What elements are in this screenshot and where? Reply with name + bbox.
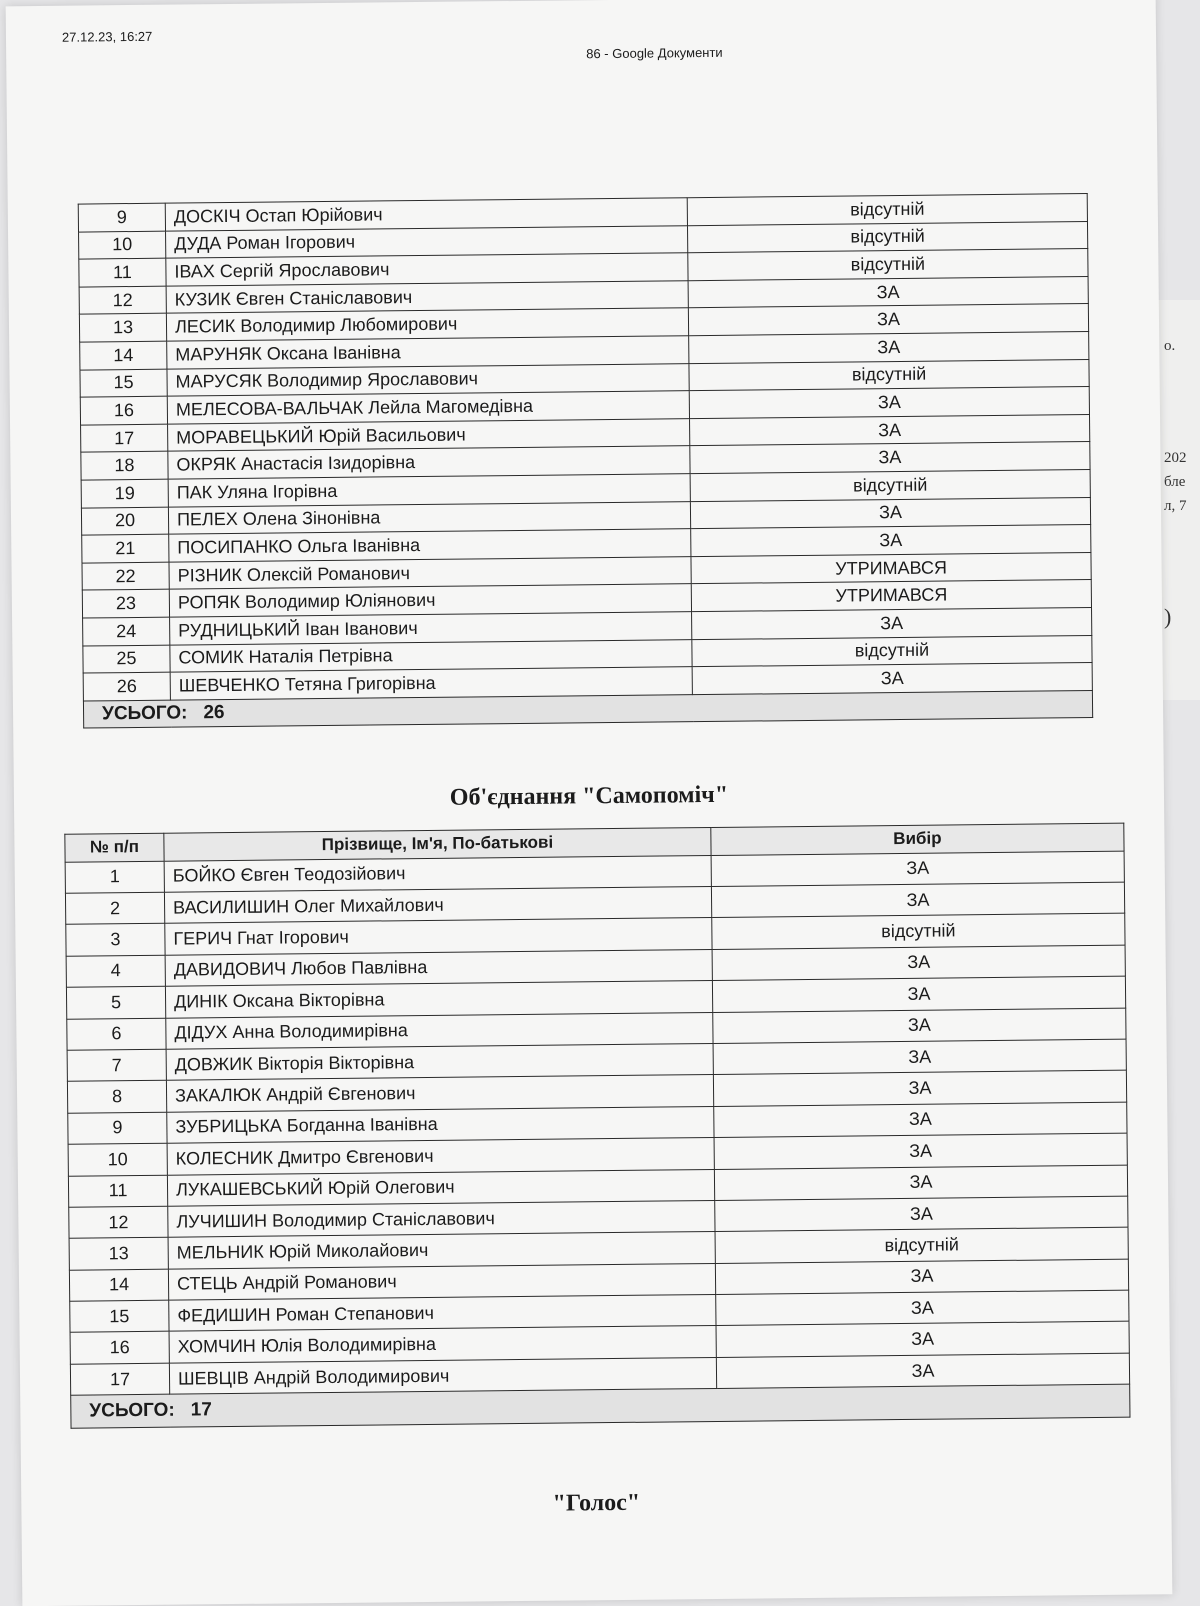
member-name: ВАСИЛИШИН Олег Михайлович: [164, 886, 711, 923]
vote-choice: відсутній: [689, 359, 1089, 391]
member-name: ГЕРИЧ Гнат Ігорович: [165, 918, 712, 955]
row-number: 24: [83, 617, 170, 646]
vote-choice: ЗА: [690, 414, 1090, 446]
member-name: БОЙКО Євген Теодозійович: [164, 855, 711, 892]
vote-choice: ЗА: [712, 976, 1125, 1012]
vote-choice: ЗА: [689, 387, 1089, 419]
member-name: МАРУНЯК Оксана Іванівна: [167, 336, 689, 369]
row-number: 16: [80, 396, 167, 425]
vote-choice: ЗА: [715, 1259, 1128, 1295]
side-fragment: бле: [1164, 474, 1186, 490]
header-choice: Вибір: [711, 823, 1124, 855]
vote-choice: ЗА: [716, 1290, 1129, 1326]
vote-choice: ЗА: [716, 1322, 1129, 1358]
vote-choice: ЗА: [712, 945, 1125, 981]
member-name: ДУДА Роман Ігорович: [166, 225, 688, 258]
member-name: ОКРЯК Анастасія Ізидорівна: [168, 446, 690, 479]
member-name: МЕЛЕСОВА-ВАЛЬЧАК Лейла Магомедівна: [167, 391, 689, 424]
adjacent-page-edge: [1156, 300, 1200, 700]
member-name: ПЕЛЕХ Олена Зінонівна: [168, 501, 690, 534]
row-number: 7: [67, 1049, 166, 1081]
member-name: ПАК Уляна Ігорівна: [168, 474, 690, 507]
vote-choice: ЗА: [692, 607, 1092, 639]
vote-choice: ЗА: [715, 1196, 1128, 1232]
total-value: 17: [190, 1399, 212, 1421]
section-title-samopomich: Об'єднання "Самопоміч": [449, 781, 729, 811]
side-fragment: о.: [1164, 338, 1176, 354]
vote-table-samopomich: [64, 823, 1130, 1429]
vote-choice: ЗА: [690, 497, 1090, 529]
row-number: 5: [66, 986, 165, 1018]
row-number: 12: [69, 1206, 168, 1238]
member-name: РУДНИЦЬКИЙ Іван Іванович: [170, 612, 692, 645]
side-fragment: 202: [1164, 450, 1187, 466]
member-name: ФЕДИШИН Роман Степанович: [169, 1295, 716, 1332]
vote-choice: ЗА: [716, 1353, 1129, 1389]
vote-choice: ЗА: [713, 1008, 1126, 1044]
row-number: 4: [66, 955, 165, 987]
print-timestamp: 27.12.23, 16:27: [61, 28, 153, 45]
row-number: 11: [79, 258, 166, 287]
member-name: ШЕВЧЕНКО Тетяна Григорівна: [170, 667, 692, 700]
row-number: 9: [68, 1112, 167, 1144]
member-name: МЕЛЬНИК Юрій Миколайович: [168, 1232, 715, 1269]
vote-choice: ЗА: [711, 851, 1124, 887]
row-number: 17: [70, 1363, 169, 1395]
total-value: 26: [203, 702, 225, 724]
side-fragment: ): [1164, 604, 1172, 629]
vote-choice: ЗА: [713, 1039, 1126, 1075]
header-name: Прізвище, Ім'я, По-батькові: [164, 827, 711, 860]
row-number: 15: [70, 1300, 169, 1332]
vote-choice: ЗА: [689, 331, 1089, 363]
row-number: 13: [69, 1237, 168, 1269]
member-name: ДОСКІЧ Остап Юрійович: [165, 198, 687, 231]
member-name: РОПЯК Володимир Юліянович: [169, 584, 691, 617]
row-number: 18: [81, 451, 168, 480]
side-fragment: л, 7: [1164, 498, 1187, 514]
total-label: УСЬОГО:: [101, 702, 188, 725]
row-number: 6: [67, 1018, 166, 1050]
vote-choice: ЗА: [713, 1070, 1126, 1106]
section-title-golos: "Голос": [552, 1489, 641, 1517]
row-number: 10: [68, 1143, 167, 1175]
row-number: 10: [79, 231, 166, 260]
member-name: ЛУЧИШИН Володимир Станіславович: [168, 1200, 715, 1237]
document-title: 86 - Google Документи: [586, 44, 723, 62]
vote-choice: ЗА: [711, 882, 1124, 918]
vote-choice: ЗА: [714, 1102, 1127, 1138]
total-label: УСЬОГО:: [89, 1399, 175, 1422]
row-number: 12: [79, 286, 166, 315]
row-number: 8: [67, 1081, 166, 1113]
vote-choice: ЗА: [714, 1165, 1127, 1201]
vote-table-1: [78, 193, 1093, 729]
member-name: КОЛЕСНИК Дмитро Євгенович: [167, 1138, 714, 1175]
member-name: ПОСИПАНКО Ольга Іванівна: [169, 529, 691, 562]
row-number: 16: [70, 1332, 169, 1364]
member-name: ШЕВЦІВ Андрій Володимирович: [169, 1357, 716, 1394]
member-name: СОМИК Наталія Петрівна: [170, 639, 692, 672]
member-name: ДОВЖИК Вікторія Вікторівна: [166, 1043, 713, 1080]
member-name: КУЗИК Євген Станіславович: [166, 280, 688, 313]
member-name: ЛЕСИК Володимир Любомирович: [166, 308, 688, 341]
vote-choice: відсутній: [688, 249, 1088, 281]
vote-choice: ЗА: [688, 276, 1088, 308]
row-number: 20: [81, 507, 168, 536]
row-number: 14: [80, 341, 167, 370]
row-number: 11: [68, 1175, 167, 1207]
row-number: 3: [66, 924, 165, 956]
row-number: 9: [78, 203, 165, 232]
member-name: МОРАВЕЦЬКИЙ Юрій Васильович: [168, 418, 690, 451]
row-number: 15: [80, 369, 167, 398]
vote-choice: відсутній: [687, 194, 1087, 226]
vote-choice: ЗА: [714, 1133, 1127, 1169]
member-name: ХОМЧИН Юлія Володимирівна: [169, 1326, 716, 1363]
header-number: № п/п: [65, 833, 164, 862]
row-number: 21: [82, 534, 169, 563]
row-number: 22: [82, 562, 169, 591]
vote-choice: ЗА: [691, 525, 1091, 557]
vote-choice: УТРИМАВСЯ: [691, 580, 1091, 612]
row-number: 25: [83, 645, 170, 674]
member-name: ДАВИДОВИЧ Любов Павлівна: [165, 949, 712, 986]
row-number: 26: [83, 672, 170, 701]
vote-choice: відсутній: [692, 635, 1092, 667]
member-name: ДИНІК Оксана Вікторівна: [165, 981, 712, 1018]
row-number: 1: [65, 861, 164, 893]
member-name: СТЕЦЬ Андрій Романович: [168, 1263, 715, 1300]
vote-choice: відсутній: [690, 469, 1090, 501]
member-name: ЗУБРИЦЬКА Богданна Іванівна: [167, 1106, 714, 1143]
vote-choice: ЗА: [688, 304, 1088, 336]
member-name: РІЗНИК Олексій Романович: [169, 556, 691, 589]
vote-choice: відсутній: [712, 914, 1125, 950]
member-name: ІВАХ Сергій Ярославович: [166, 253, 688, 286]
row-number: 14: [69, 1269, 168, 1301]
row-number: 17: [81, 424, 168, 453]
member-name: МАРУСЯК Володимир Ярославович: [167, 363, 689, 396]
vote-choice: ЗА: [692, 663, 1092, 695]
member-name: ДІДУХ Анна Володимирівна: [166, 1012, 713, 1049]
member-name: ЗАКАЛЮК Андрій Євгенович: [166, 1075, 713, 1112]
row-number: 2: [65, 892, 164, 924]
member-name: ЛУКАШЕВСЬКИЙ Юрій Олегович: [167, 1169, 714, 1206]
vote-choice: УТРИМАВСЯ: [691, 552, 1091, 584]
vote-choice: ЗА: [690, 442, 1090, 474]
vote-choice: відсутній: [715, 1227, 1128, 1263]
row-number: 13: [79, 314, 166, 343]
row-number: 19: [81, 479, 168, 508]
row-number: 23: [82, 589, 169, 618]
vote-choice: відсутній: [687, 221, 1087, 253]
